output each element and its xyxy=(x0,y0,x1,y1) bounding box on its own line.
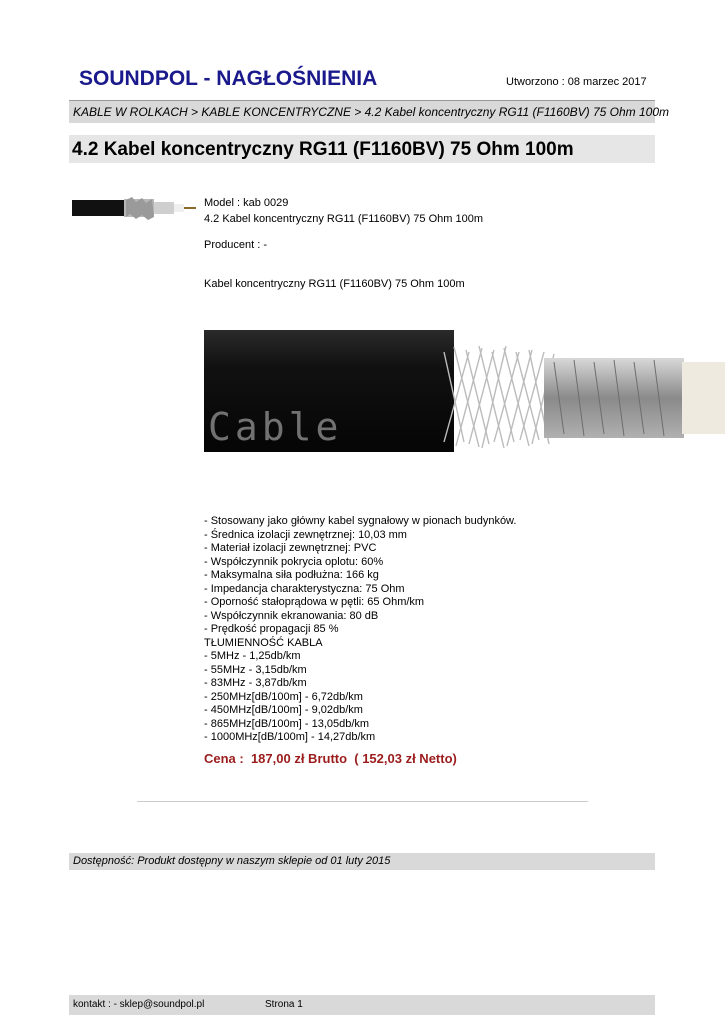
producer-line: Producent : - xyxy=(204,239,267,251)
spec-item: TŁUMIENNOŚĆ KABLA xyxy=(204,636,323,649)
spec-item: - Współczynnik ekranowania: 80 dB xyxy=(204,609,379,622)
breadcrumb: KABLE W ROLKACH > KABLE KONCENTRYCZNE > 4.2 Kabel koncentryczny RG11 (F1160BV) 75 Ohm 100m xyxy=(73,105,670,119)
spec-item: - Średnica izolacji zewnętrznej: 10,03 mm xyxy=(204,528,407,541)
footer-contact: kontakt : - sklep@soundpol.pl xyxy=(73,999,205,1010)
spec-item: - 55MHz - 3,15db/km xyxy=(204,663,307,676)
spec-item: - Prędkość propagacji 85 % xyxy=(204,623,339,635)
product-name-line: 4.2 Kabel koncentryczny RG11 (F1160BV) 75 Ohm 100m xyxy=(204,213,484,225)
spec-item: - Współczynnik pokrycia oplotu: 60% xyxy=(204,555,384,568)
spec-item: - 5MHz - 1,25db/km xyxy=(204,650,301,662)
page-number: Strona 1 xyxy=(265,999,303,1010)
spec-item: - Impedancja charakterystyczna: 75 Ohm xyxy=(204,582,405,595)
created-date: Utworzono : 08 marzec 2017 xyxy=(506,76,647,88)
model-line: Model : kab 0029 xyxy=(204,197,289,209)
spec-item: - Oporność stałoprądowa w pętli: 65 Ohm/km xyxy=(204,596,425,608)
availability: Dostępność: Produkt dostępny w naszym sklepie od 01 luty 2015 xyxy=(73,855,391,867)
spec-item: - 83MHz - 3,87db/km xyxy=(204,677,307,689)
price: Cena : 187,00 zł Brutto ( 152,03 zł Netto) xyxy=(204,751,457,766)
description-line: Kabel koncentryczny RG11 (F1160BV) 75 Ohm 100m xyxy=(204,278,465,290)
spec-item: - 1000MHz[dB/100m] - 14,27db/km xyxy=(204,731,376,743)
photo-jacket-print: Cable xyxy=(208,405,343,449)
spec-item: - Maksymalna siła podłużna: 166 kg xyxy=(204,569,379,581)
spec-item: - 250MHz[dB/100m] - 6,72db/km xyxy=(204,690,363,703)
spec-item: - 865MHz[dB/100m] - 13,05db/km xyxy=(204,717,370,730)
divider xyxy=(137,801,588,802)
product-photo xyxy=(204,322,725,472)
shop-title: SOUNDPOL - NAGŁOŚNIENIA xyxy=(79,67,378,90)
product-thumbnail xyxy=(72,193,196,223)
spec-item: - Materiał izolacji zewnętrznej: PVC xyxy=(204,542,377,554)
spec-list xyxy=(204,515,516,745)
product-title: 4.2 Kabel koncentryczny RG11 (F1160BV) 75 Ohm 100m xyxy=(72,139,574,160)
spec-item: - Stosowany jako główny kabel sygnałowy w pionach budynków. xyxy=(204,515,517,527)
spec-item: - 450MHz[dB/100m] - 9,02db/km xyxy=(204,704,363,716)
